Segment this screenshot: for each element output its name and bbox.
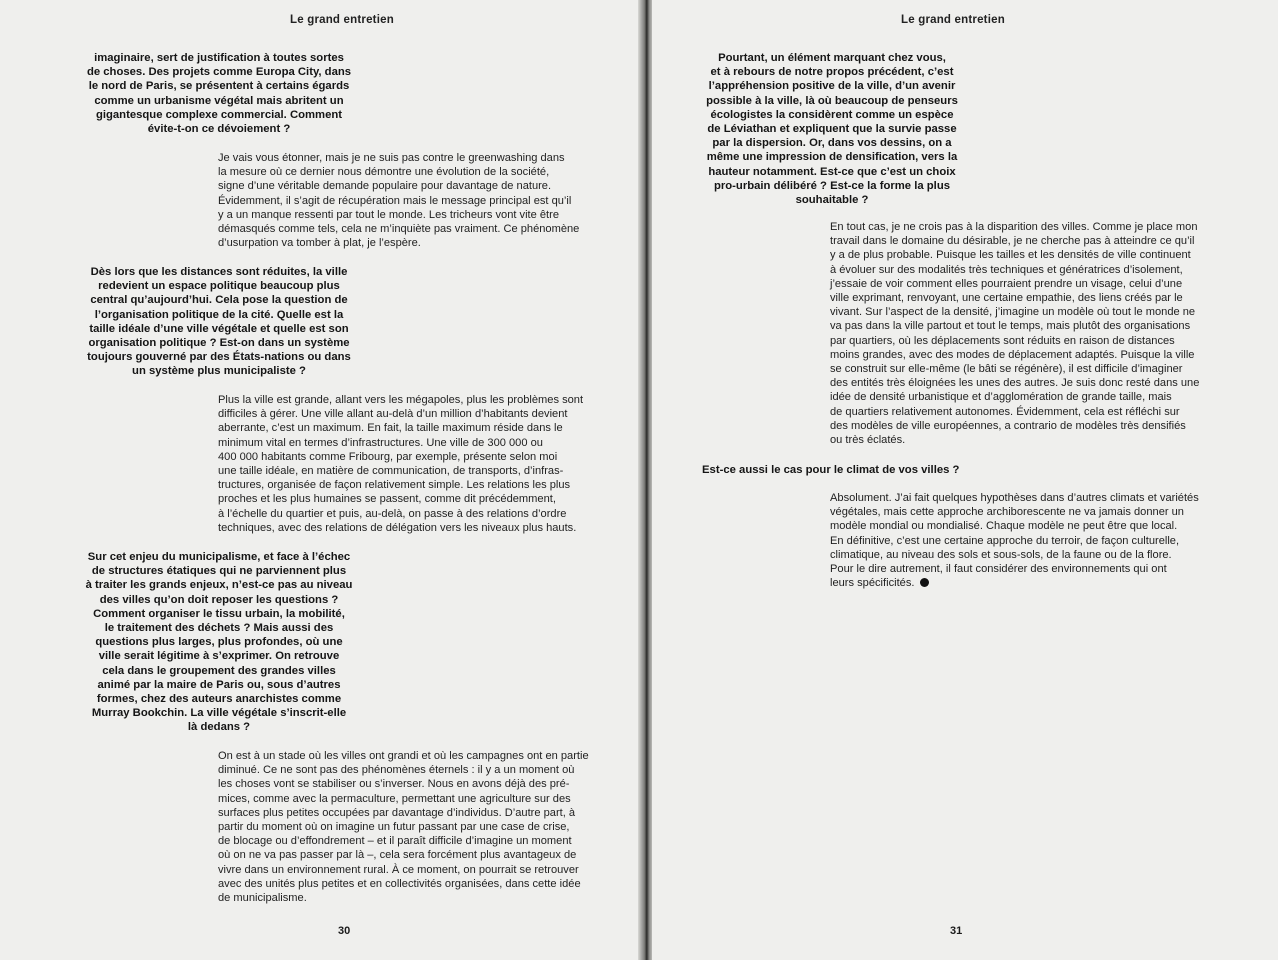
question-2: Dès lors que les distances sont réduites, la ville redevient un espace politique beaucoup plus central qu’aujourd’hui. Cela pose la question de l’organisation politique de la cité. Quelle est la taille idéale d’une ville végétale et quelle est son organisation politique ? Est-on dans un système toujours gouverné par des États-nations ou dans un système plus municipaliste ? [87,266,351,378]
answer-1: Je vais vous étonner, mais je ne suis pas contre le greenwashing dans la mesure où ce dernier nous démontre une évolution de la société, signe d’une véritable demande populaire pour davantage de nature. Évidemment, il s’agit de récupération mais le message principal est qu’il y a un manque ressenti par tout le monde. Les tricheurs vont vite être démasqués comme tels, cela ne m’inquiète pas vraiment. Ce phénomène d’usurpation va tomber à plat, je l’espère. [218,152,580,250]
answer-5 [830,491,1220,590]
question-1: imaginaire, sert de justification à toutes sortes de choses. Des projets comme Europa City, dans le nord de Paris, se présentent à certains égards comme un urbanisme végétal mais abritent un gigantesque complexe commercial. Comment évite-t-on ce dévoiement ? [86,52,352,136]
answer-5-text: Absolument. J’ai fait quelques hypothèses dans d’autres climats et variétés végétales, mais cette approche archiborescente ne va jamais donner un modèle mondial ou mondialisé. Chaque modèle ne peut être que local. En définitive, c’est une certaine approche du terroir, de façon culturelle, climatique, au niveau des sols et sous-sols, de la faune ou de la flore. Pour le dire autrement, il faut considérer des environnements qui ont leurs spécificités. [830,492,1199,590]
question-3: Sur cet enjeu du municipalisme, et face à l’échec de structures étatiques qui ne parviennent plus à traiter les grands enjeux, n’est-ce pas au niveau des villes qu’on doit reposer les questions ? Comment organiser le tissu urbain, la mobilité, le traitement des déchets ? Mais aussi des questions plus larges, plus profondes, où une ville serait légitime à s’exprimer. On retrouve cela dans le groupement des grandes villes animé par la maire de Paris ou, sous d’autres formes, chez des auteurs anarchistes comme Murray Bookchin. La ville végétale s’inscrit-elle là dedans ? [85,551,353,734]
answer-2: Plus la ville est grande, allant vers les mégapoles, plus les problèmes sont difficiles à gérer. Une ville allant au-delà d’un million d’habitants devient aberrante, c’est un maximum. En fait, la taille maximum réside dans le minimum vital en termes d’infrastructures. Une ville de 300 000 ou 400 000 habitants comme Fribourg, par exemple, présente selon moi une taille idéale, en matière de communication, de transports, d’infras- tructures, organisée de façon relativement simple. Les relations les plus proches et les plus humaines se passent, comme dit précédemment, à l’échelle du quartier et puis, au-delà, on passe à des relations d’ordre techniques, avec des relations de délégation vers les niveaux plus hauts. [218,394,584,534]
end-of-article-bullet-icon [920,578,929,587]
answer-4: En tout cas, je ne crois pas à la disparition des villes. Comme je place mon travail dans le domaine du désirable, je ne cherche pas à atteindre ce qu’il y a de plus probable. Puisque les tailles et les densités de ville continuent à évoluer sur des modalités très techniques et génératrices d’isolement, j’essaie de voir comment elles pourraient prendre un visage, celui d’une ville exprimant, renvoyant, une certaine empathie, des liens créés par le vivant. Sur l’aspect de la densité, j’imagine un modèle où tout le monde ne va pas dans la ville partout et tout le temps, mais plutôt des organisations par quartiers, où les déplacements sont réduits en raison de distances moins grandes, avec des modes de déplacement adaptés. Puisque la ville se construit sur elle-même (le bâti se régénère), il est difficile d’imaginer des entités très éloignées les unes des autres. Je suis donc resté dans une idée de densité urbanistique et d’agglomération de grande taille, mais de quartiers relativement autonomes. Évidemment, cela est réfléchi sur des modèles de ville européennes, a contrario de modèles très densifiés ou très éclatés. [830,221,1200,447]
answer-3: On est à un stade où les villes ont grandi et où les campagnes ont en partie diminué. Ce ne sont pas des phénomènes éternels : il y a un moment où les choses vont se stabiliser ou s’inverser. Nous en avons déjà des pré- mices, comme avec la permaculture, permettant une agriculture sur des surfaces plus petites occupées par davantage d’individus. D’autre part, à partir du moment où on imagine un futur passant par une case de crise, de blocage ou d’effondrement – et il paraît difficile d’imagine un moment où on ne va pas passer par là –, cela sera forcément plus avantageux de vivre dans un environnement rural. À ce moment, on pourrait se retrouver avec des unités plus petites et en collectivités organisées, dans cette idée de municipalisme. [218,750,589,905]
page-number-right: 31 [950,925,963,937]
right-page [652,0,1278,960]
question-4: Pourtant, un élément marquant chez vous, et à rebours de notre propos précédent, c’est l’appréhension positive de la ville, d’un avenir possible à la ville, là où beaucoup de penseurs écologistes la considèrent comme un espèce de Léviathan et expliquent que la survie passe par la dispersion. Or, dans vos dessins, on a même une impression de densification, vers la hauteur notamment. Est-ce que c’est un choix pro-urbain délibéré ? Est-ce la forme la plus souhaitable ? [706,52,958,207]
running-header-right: Le grand entretien [901,14,1005,26]
running-header-left: Le grand entretien [290,14,394,26]
question-5: Est-ce aussi le cas pour le climat de vos villes ? [702,464,960,476]
page-number-left: 30 [338,925,351,937]
